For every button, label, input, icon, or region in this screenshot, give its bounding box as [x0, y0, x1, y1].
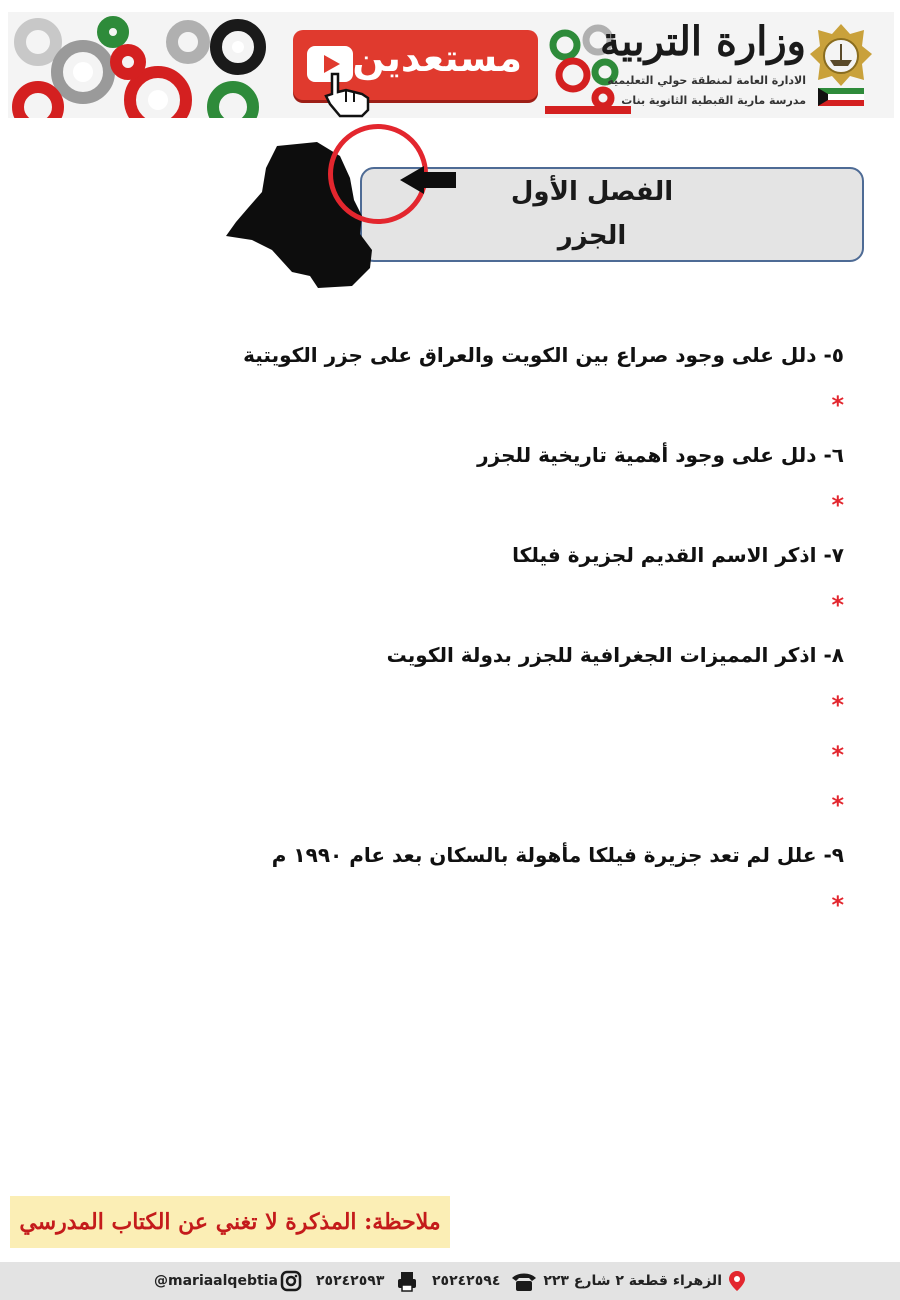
topic-title: الجزر — [557, 221, 627, 251]
answer-bullet: * — [831, 791, 844, 819]
answer-bullet: * — [831, 491, 844, 519]
footer-address: الزهراء قطعة ٢ شارع ٢٢٣ — [543, 1273, 722, 1289]
footer-phone: ٢٥٢٤٢٥٩٤ — [432, 1273, 501, 1289]
gears-decoration-icon — [8, 12, 273, 118]
footer-bar — [0, 1262, 900, 1300]
pointer-hand-icon — [318, 70, 378, 118]
question-5: ٥- دلل على وجود صراع بين الكويت والعراق على جزر الكويتية — [243, 343, 844, 367]
subscribe-label: مستعدين — [352, 36, 522, 80]
question-6: ٦- دلل على وجود أهمية تاريخية للجزر — [477, 443, 844, 467]
footer-fax: ٢٥٢٤٢٥٩٣ — [316, 1273, 385, 1289]
note-box: ملاحظة: المذكرة لا تغني عن الكتاب المدرسي — [10, 1196, 450, 1248]
answer-bullet: * — [831, 741, 844, 769]
question-7: ٧- اذكر الاسم القديم لجزيرة فيلكا — [512, 543, 844, 567]
question-8: ٨- اذكر المميزات الجغرافية للجزر بدولة الكويت — [386, 643, 844, 667]
instagram-icon[interactable] — [280, 1270, 302, 1292]
answer-bullet: * — [831, 391, 844, 419]
question-9: ٩- علل لم تعد جزيرة فيلكا مأهولة بالسكان بعد عام ١٩٩٠ م — [271, 843, 844, 867]
location-pin-icon — [726, 1270, 748, 1292]
district-name: الادارة العامة لمنطقة حولي التعليمية — [607, 74, 806, 87]
answer-bullet: * — [831, 591, 844, 619]
school-name: مدرسة مارية القبطية الثانوية بنات — [621, 94, 806, 107]
fax-icon — [396, 1270, 418, 1292]
telephone-icon — [510, 1270, 538, 1292]
ministry-name: وزارة التربية — [599, 18, 806, 65]
answer-bullet: * — [831, 891, 844, 919]
arrow-left-icon — [400, 166, 456, 194]
answer-bullet: * — [831, 691, 844, 719]
chapter-title: الفصل الأول — [510, 177, 674, 207]
kuwait-emblem-icon — [806, 20, 876, 112]
questions-section — [244, 330, 844, 930]
instagram-handle[interactable]: @mariaalqebtia — [154, 1273, 278, 1289]
header-banner — [8, 12, 894, 118]
